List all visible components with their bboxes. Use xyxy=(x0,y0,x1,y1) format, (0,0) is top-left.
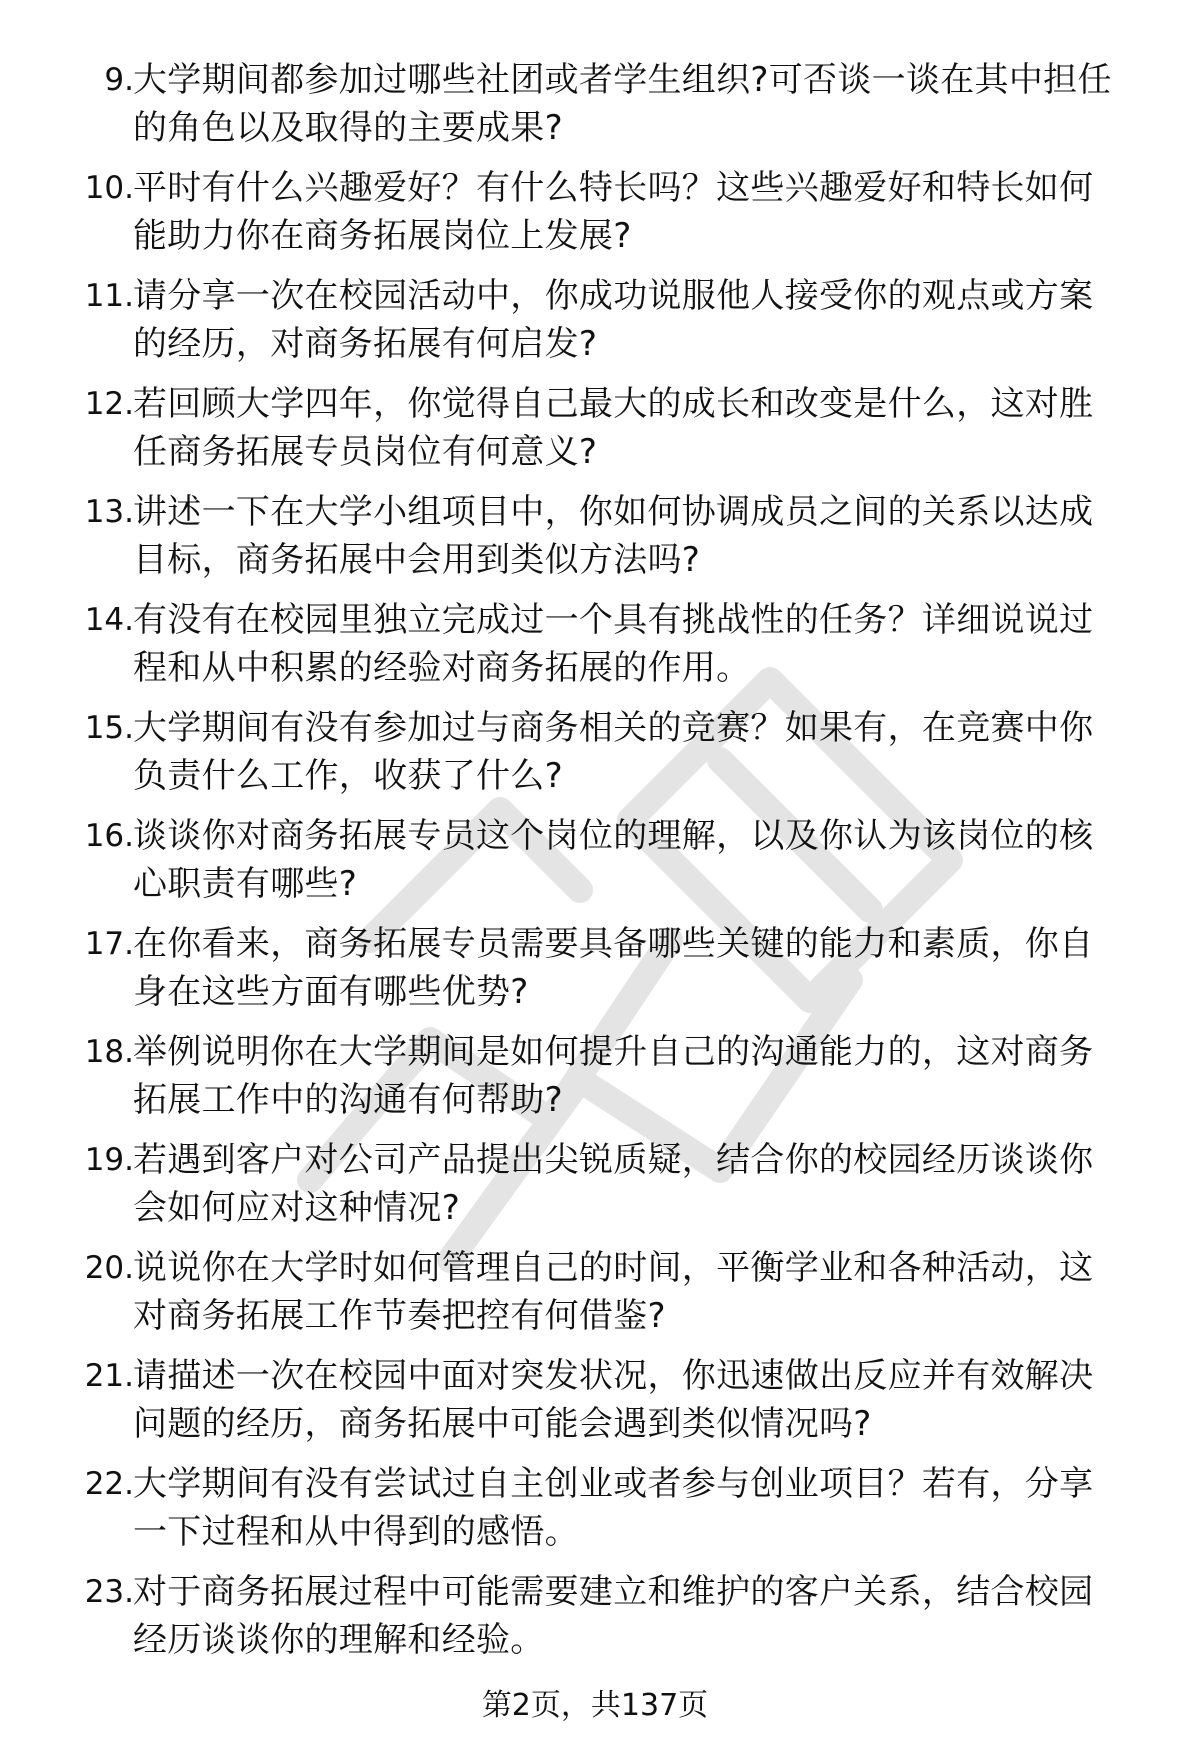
question-text xyxy=(133,1244,1163,1340)
question-text-line: 大学期间有没有尝试过自主创业或者参与创业项目？若有，分享 xyxy=(133,1464,1094,1504)
question-item xyxy=(0,700,1190,808)
question-text-line: 能助力你在商务拓展岗位上发展? xyxy=(133,216,632,256)
question-text-line: 讲述一下在大学小组项目中，你如何协调成员之间的关系以达成 xyxy=(133,492,1094,532)
question-number: 16. xyxy=(84,818,134,854)
question-text-line: 拓展工作中的沟通有何帮助? xyxy=(133,1080,563,1120)
question-text-line: 有没有在校园里独立完成过一个具有挑战性的任务？详细说说过 xyxy=(133,600,1094,640)
question-number: 15. xyxy=(84,710,134,746)
question-text-line: 说说你在大学时如何管理自己的时间，平衡学业和各种活动，这 xyxy=(133,1248,1094,1288)
question-text-line: 大学期间有没有参加过与商务相关的竞赛？如果有，在竞赛中你 xyxy=(133,708,1094,748)
question-text-line: 经历谈谈你的理解和经验。 xyxy=(133,1620,545,1660)
question-text xyxy=(133,488,1163,584)
question-text-line: 程和从中积累的经验对商务拓展的作用。 xyxy=(133,648,751,688)
question-text-line: 负责什么工作，收获了什么? xyxy=(133,756,563,796)
question-item xyxy=(0,1456,1190,1564)
question-text xyxy=(133,596,1163,692)
question-number: 20. xyxy=(84,1250,134,1286)
question-text-line: 目标，商务拓展中会用到类似方法吗? xyxy=(133,540,701,580)
page-indicator: 第2页，共137页 xyxy=(481,1688,709,1723)
question-text-line: 谈谈你对商务拓展专员这个岗位的理解，以及你认为该岗位的核 xyxy=(133,816,1094,856)
question-number: 9. xyxy=(104,62,134,98)
question-text-line: 平时有什么兴趣爱好？有什么特长吗？这些兴趣爱好和特长如何 xyxy=(133,168,1094,208)
question-number: 10. xyxy=(84,170,134,206)
question-text xyxy=(133,704,1163,800)
question-item xyxy=(0,160,1190,268)
question-item xyxy=(0,1132,1190,1240)
question-text xyxy=(133,812,1163,908)
question-number: 14. xyxy=(84,602,134,638)
question-item xyxy=(0,808,1190,916)
question-text-line: 请描述一次在校园中面对突发状况，你迅速做出反应并有效解决 xyxy=(133,1356,1094,1396)
question-text xyxy=(133,380,1163,476)
question-item xyxy=(0,484,1190,592)
question-text-line: 对商务拓展工作节奏把控有何借鉴? xyxy=(133,1296,666,1336)
question-text-line: 的经历，对商务拓展有何启发? xyxy=(133,324,598,364)
question-text-line: 大学期间都参加过哪些社团或者学生组织?可否谈一谈在其中担任 xyxy=(133,60,1112,100)
question-text-line: 问题的经历，商务拓展中可能会遇到类似情况吗? xyxy=(133,1404,872,1444)
question-number: 13. xyxy=(84,494,134,530)
question-text xyxy=(133,920,1163,1016)
question-text xyxy=(133,1136,1163,1232)
question-text xyxy=(133,1568,1163,1664)
question-number: 18. xyxy=(84,1034,134,1070)
question-item xyxy=(0,1024,1190,1132)
question-item xyxy=(0,592,1190,700)
question-item xyxy=(0,268,1190,376)
question-text-line: 若遇到客户对公司产品提出尖锐质疑，结合你的校园经历谈谈你 xyxy=(133,1140,1094,1180)
question-text-line: 请分享一次在校园活动中，你成功说服他人接受你的观点或方案 xyxy=(133,276,1094,316)
question-number: 19. xyxy=(84,1142,134,1178)
question-item xyxy=(0,376,1190,484)
question-text xyxy=(133,56,1163,152)
question-text-line: 的角色以及取得的主要成果? xyxy=(133,108,563,148)
question-text-line: 一下过程和从中得到的感悟。 xyxy=(133,1512,579,1552)
question-text-line: 身在这些方面有哪些优势? xyxy=(133,972,529,1012)
question-number: 21. xyxy=(84,1358,134,1394)
question-item xyxy=(0,52,1190,160)
question-item xyxy=(0,1240,1190,1348)
question-number: 22. xyxy=(84,1466,134,1502)
question-list xyxy=(0,52,1190,1672)
question-text-line: 若回顾大学四年，你觉得自己最大的成长和改变是什么，这对胜 xyxy=(133,384,1094,424)
question-text-line: 会如何应对这种情况? xyxy=(133,1188,461,1228)
question-text xyxy=(133,164,1163,260)
question-text xyxy=(133,1028,1163,1124)
question-item xyxy=(0,1348,1190,1456)
question-text xyxy=(133,272,1163,368)
question-number: 12. xyxy=(84,386,134,422)
question-number: 17. xyxy=(84,926,134,962)
question-text xyxy=(133,1460,1163,1556)
question-text-line: 心职责有哪些? xyxy=(133,864,358,904)
question-number: 23. xyxy=(84,1574,134,1610)
question-number: 11. xyxy=(84,278,134,314)
question-text-line: 任商务拓展专员岗位有何意义? xyxy=(133,432,598,472)
question-item xyxy=(0,916,1190,1024)
question-text-line: 举例说明你在大学期间是如何提升自己的沟通能力的，这对商务 xyxy=(133,1032,1094,1072)
question-text xyxy=(133,1352,1163,1448)
question-text-line: 在你看来，商务拓展专员需要具备哪些关键的能力和素质，你自 xyxy=(133,924,1094,964)
question-item xyxy=(0,1564,1190,1672)
question-text-line: 对于商务拓展过程中可能需要建立和维护的客户关系，结合校园 xyxy=(133,1572,1094,1612)
